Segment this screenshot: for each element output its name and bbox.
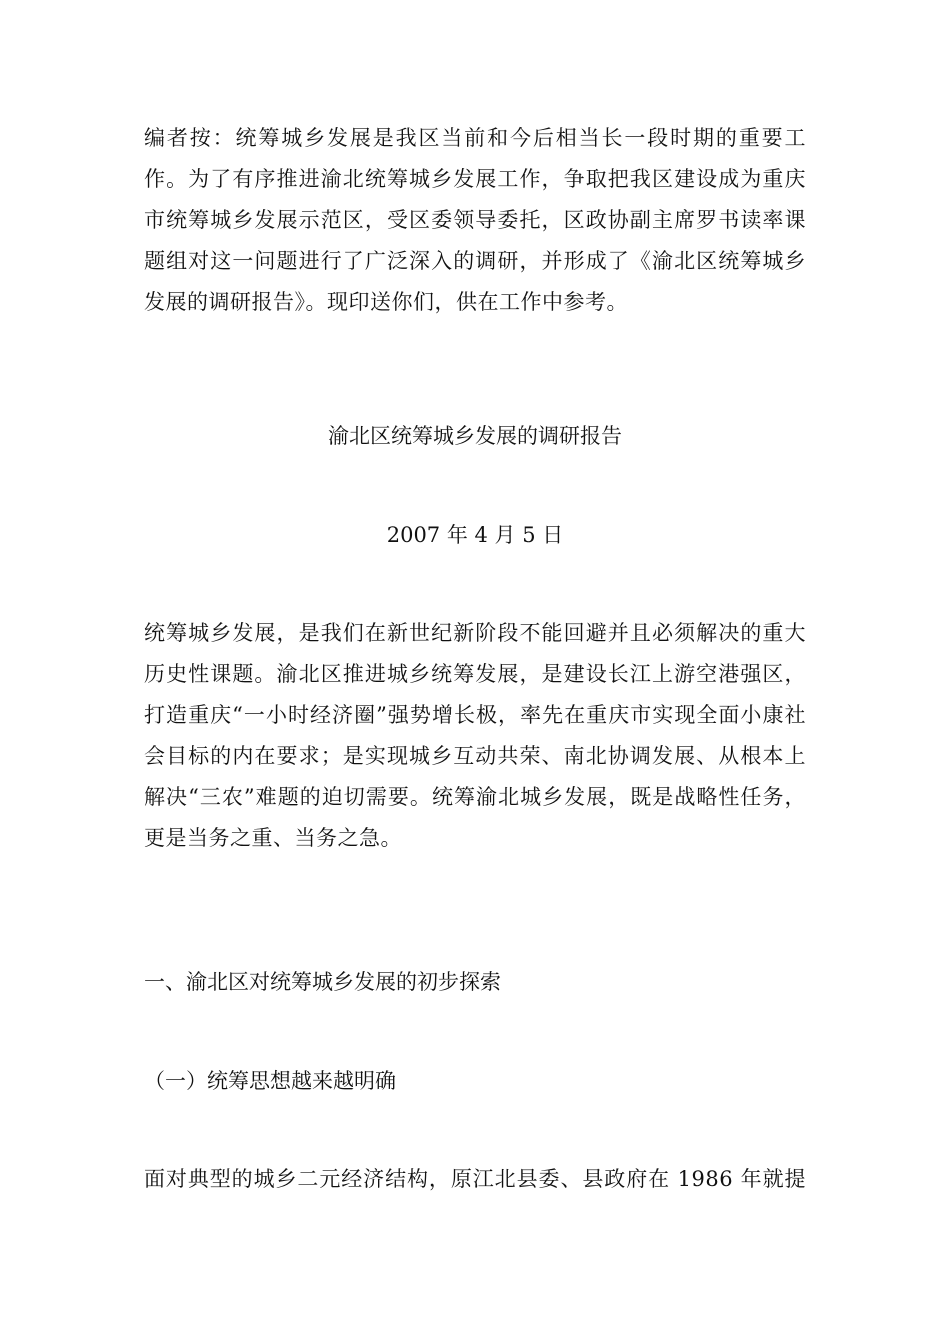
editor-note-line: 作。为了有序推进渝北统筹城乡发展工作，争取把我区建设成为重庆 (144, 167, 806, 191)
intro-line: 更是当务之重、当务之急。 (144, 826, 402, 850)
intro-line: 统筹城乡发展，是我们在新世纪新阶段不能回避并且必须解决的重大 (144, 621, 806, 645)
editor-note-line: 题组对这一问题进行了广泛深入的调研，并形成了《渝北区统筹城乡 (144, 249, 806, 273)
editor-note-line: 编者按：统筹城乡发展是我区当前和今后相当长一段时期的重要工 (144, 126, 806, 150)
intro-line: 打造重庆“一小时经济圈”强势增长极，率先在重庆市实现全面小康社 (144, 703, 806, 727)
report-title: 渝北区统筹城乡发展的调研报告 (328, 424, 622, 448)
intro-line: 会目标的内在要求；是实现城乡互动共荣、南北协调发展、从根本上 (144, 744, 806, 768)
intro-line: 解决“三农”难题的迫切需要。统筹渝北城乡发展，既是战略性任务， (144, 785, 806, 809)
editor-note-paragraph (144, 118, 806, 323)
editor-note-line: 发展的调研报告》。现印送你们，供在工作中参考。 (144, 290, 628, 314)
intro-line: 历史性课题。渝北区推进城乡统筹发展，是建设长江上游空港强区， (144, 662, 806, 686)
body-line: 面对典型的城乡二元经济结构，原江北县委、县政府在 1986 年就提 (144, 1167, 806, 1191)
intro-paragraph (144, 613, 806, 859)
editor-note-line: 市统筹城乡发展示范区，受区委领导委托，区政协副主席罗书读率课 (144, 208, 806, 232)
report-date: 2007 年 4 月 5 日 (386, 523, 564, 547)
section-heading: 一、渝北区对统筹城乡发展的初步探索 (144, 970, 501, 994)
subsection-heading: （一）统筹思想越来越明确 (144, 1069, 396, 1093)
body-paragraph (144, 1159, 806, 1200)
